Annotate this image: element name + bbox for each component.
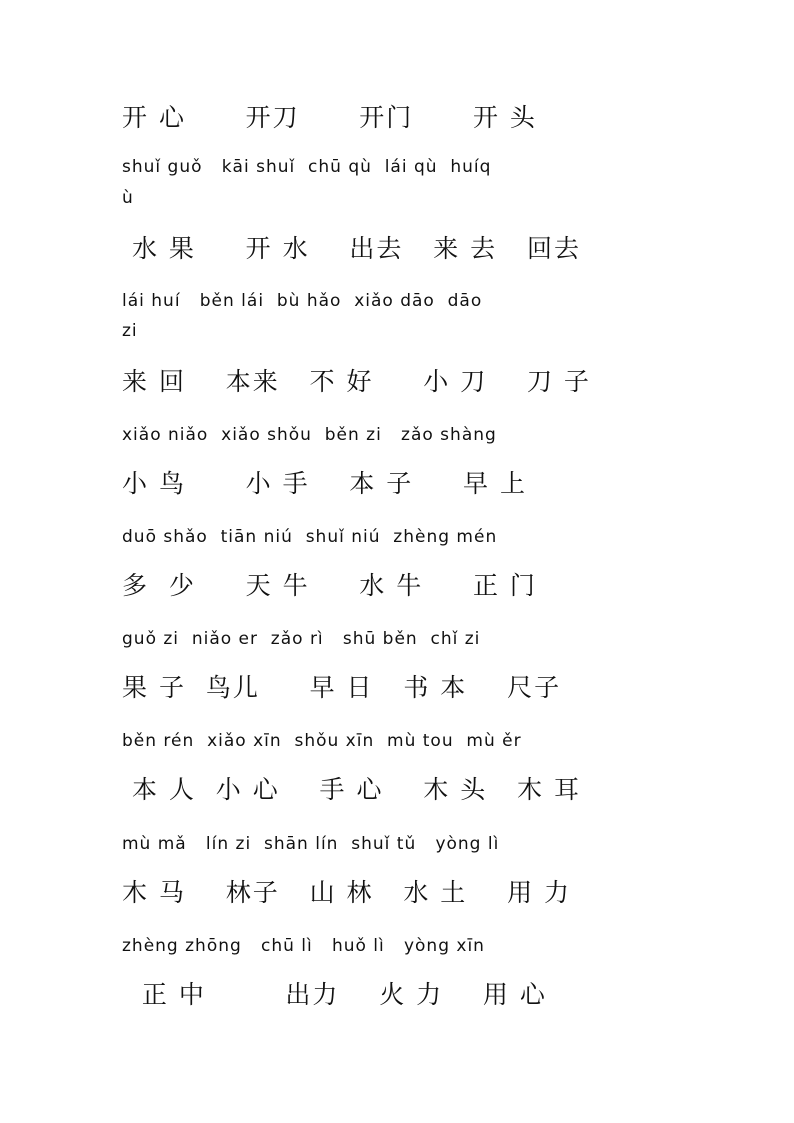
hanzi-line-6: 果 子 鸟儿 早 日 书 本 尺子	[122, 673, 562, 702]
pinyin-line-2: lái huí běn lái bù hǎo xiǎo dāo dāo	[122, 291, 483, 311]
hanzi-line-3: 来 回 本来 不 好 小 刀 刀 子	[122, 367, 591, 396]
hanzi-line-2: 水 果 开 水 出去 来 去 回去	[122, 234, 581, 263]
hanzi-line-1: 开 心 开刀 开门 开 头	[122, 103, 537, 132]
pinyin-line-4: duō shǎo tiān niú shuǐ niú zhèng mén	[122, 527, 498, 547]
pinyin-line-1-wrap: ù	[122, 188, 134, 208]
hanzi-line-7: 本 人 小 心 手 心 木 头 木 耳	[122, 775, 581, 804]
pinyin-line-7: mù mǎ lín zi shān lín shuǐ tǔ yòng lì	[122, 834, 500, 854]
pinyin-line-3: xiǎo niǎo xiǎo shǒu běn zi zǎo shàng	[122, 425, 497, 445]
hanzi-line-5: 多 少 天 牛 水 牛 正 门	[122, 571, 537, 600]
hanzi-line-9: 正 中 出力 火 力 用 心	[122, 980, 547, 1009]
pinyin-line-5: guǒ zi niǎo er zǎo rì shū běn chǐ zi	[122, 629, 481, 649]
pinyin-line-2-wrap: zi	[122, 321, 138, 341]
pinyin-line-6: běn rén xiǎo xīn shǒu xīn mù tou mù ěr	[122, 731, 522, 751]
pinyin-line-8: zhèng zhōng chū lì huǒ lì yòng xīn	[122, 936, 485, 956]
hanzi-line-8: 木 马 林子 山 林 水 土 用 力	[122, 878, 572, 907]
hanzi-line-4: 小 鸟 小 手 本 子 早 上	[122, 469, 527, 498]
pinyin-line-1: shuǐ guǒ kāi shuǐ chū qù lái qù huíq	[122, 157, 492, 177]
